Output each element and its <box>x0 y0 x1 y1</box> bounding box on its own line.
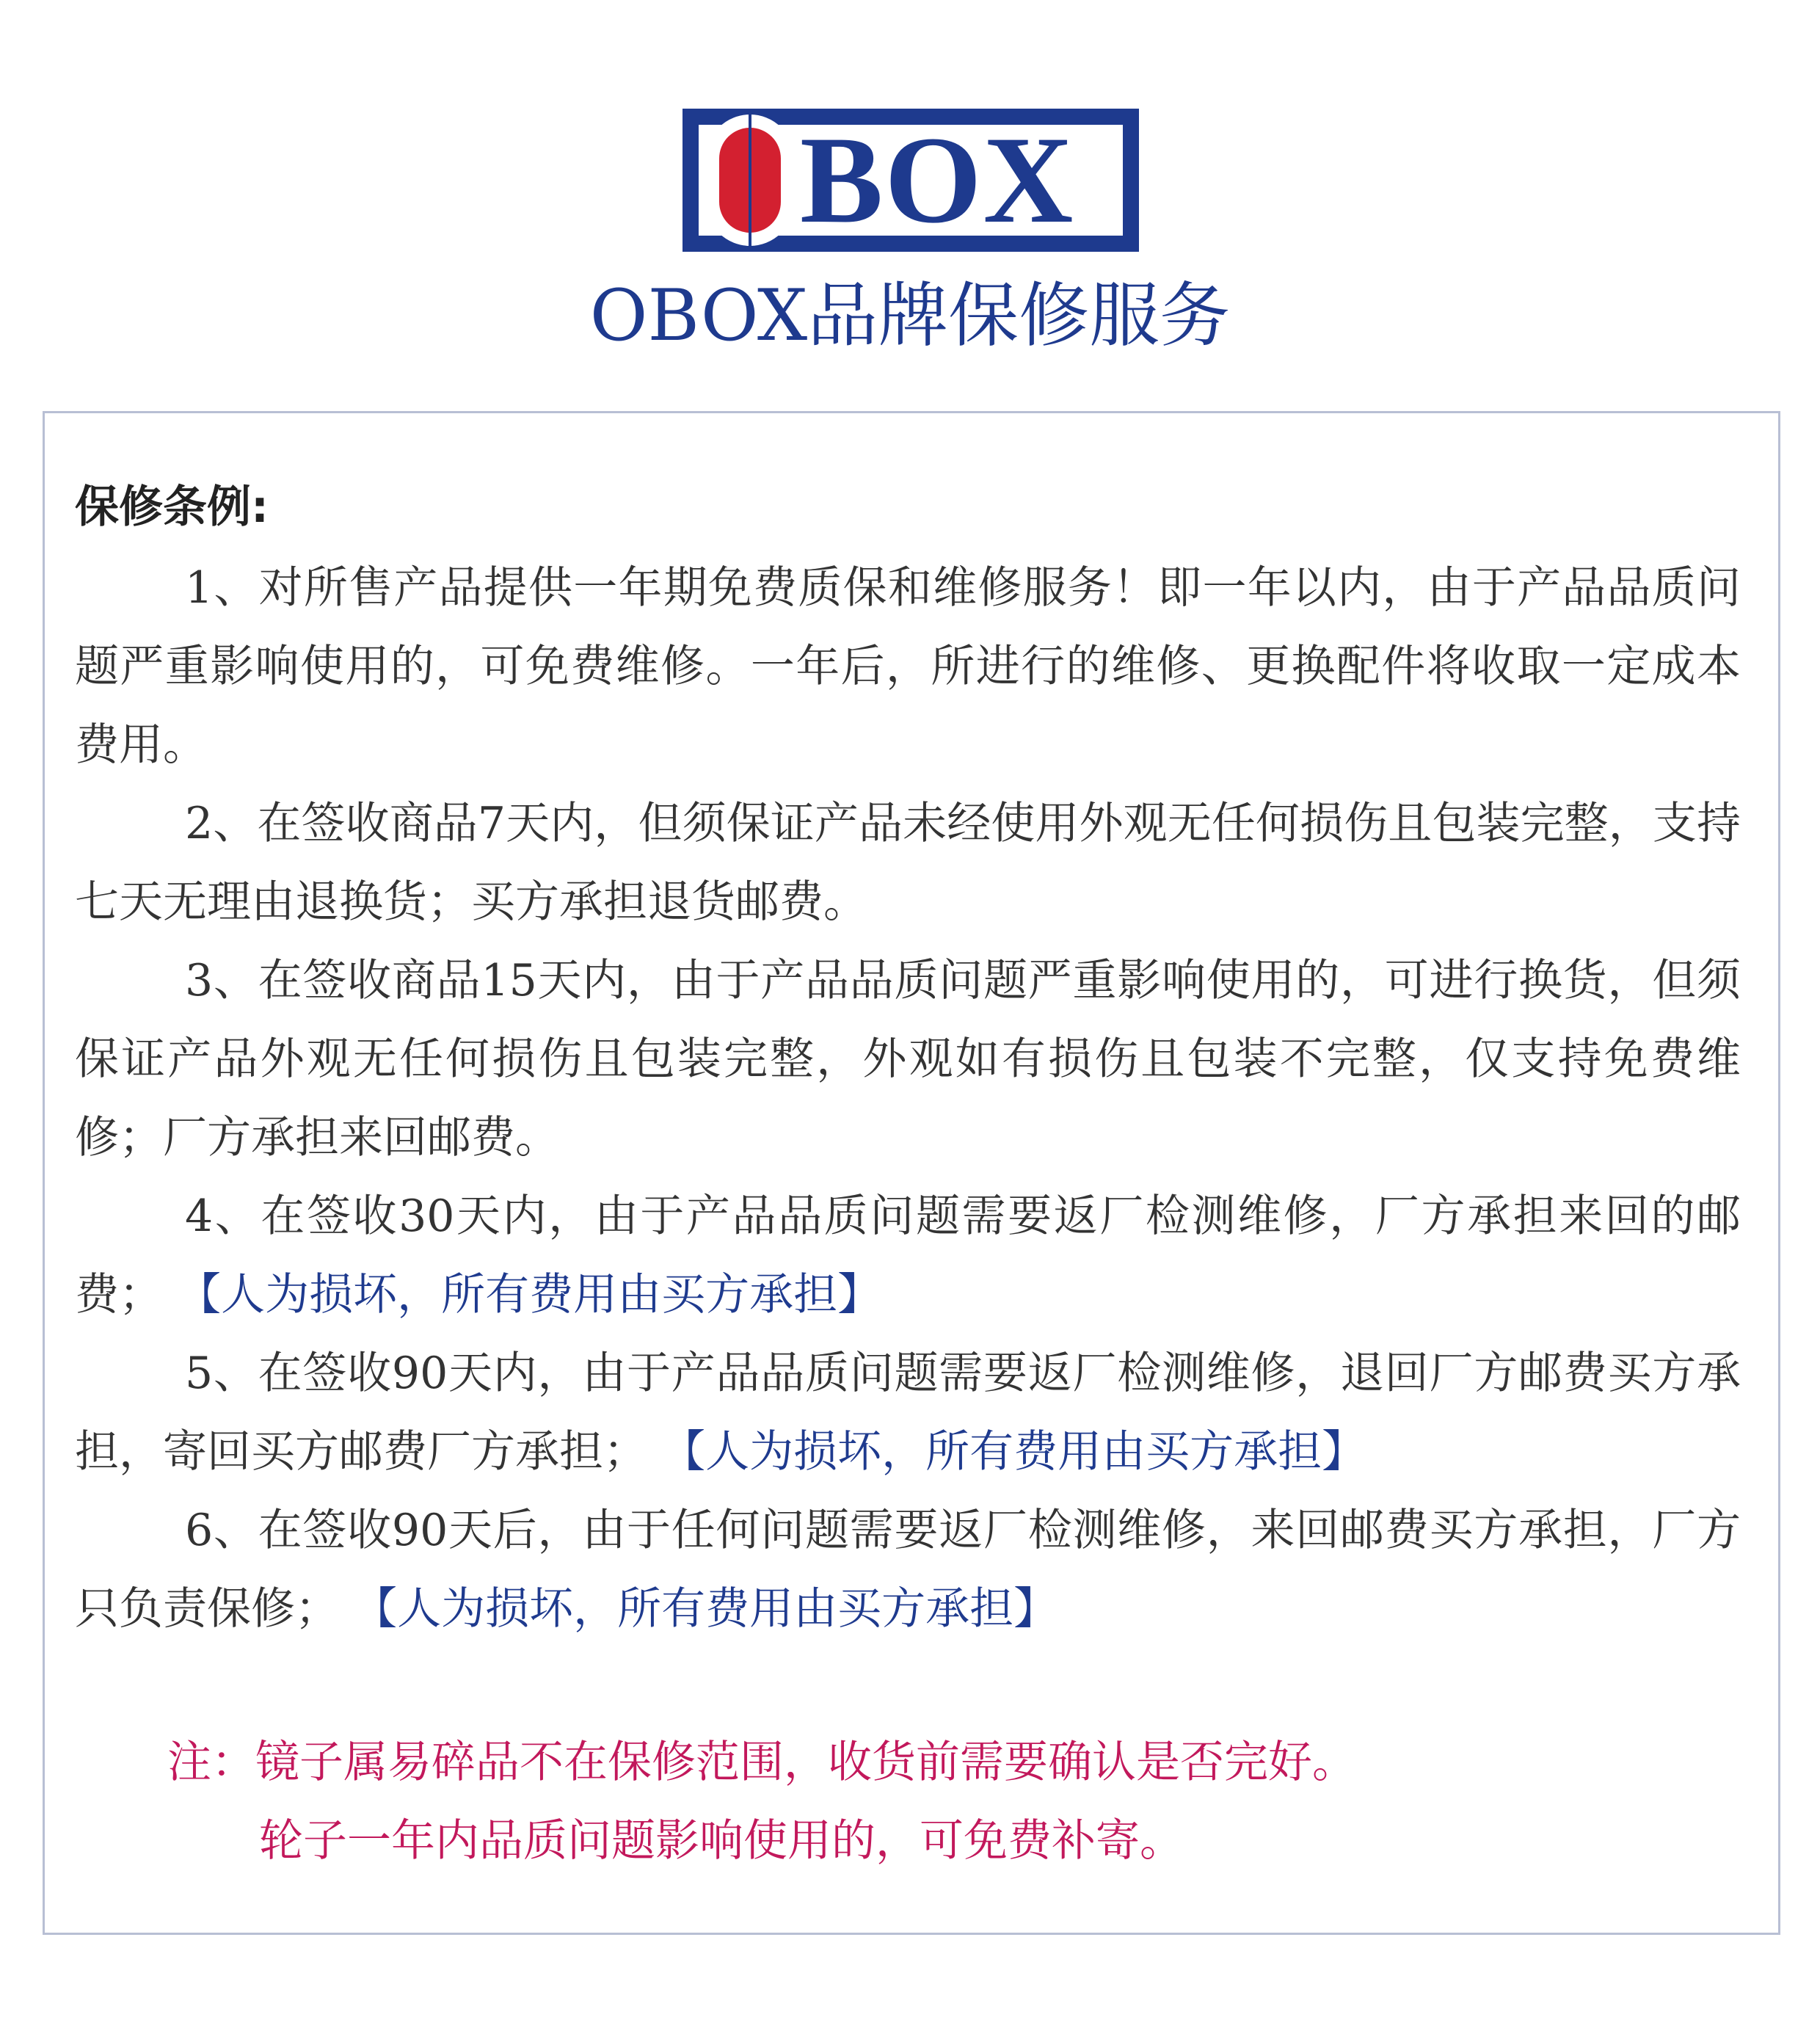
clause-damage-note: 【人为损坏，所有费用由买方承担】 <box>661 1426 1366 1478</box>
warranty-heading: 保修条例: <box>75 482 269 533</box>
clause-damage-note: 【人为损坏，所有费用由买方承担】 <box>177 1269 882 1320</box>
clause-5 <box>75 1334 1741 1492</box>
clause-6 <box>75 1492 1741 1649</box>
clause-text: 5、在签收90天内，由于产品品质问题需要返厂检测维修，退回厂方邮费买方承担，寄回买方邮费厂方承担； <box>75 1348 1741 1478</box>
clause-2 <box>75 785 1741 942</box>
obox-logo <box>682 109 1139 252</box>
logo-letters: BOX <box>800 111 1075 249</box>
note-mirror: 注：镜子属易碎品不在保修范围，收货前需要确认是否完好。 <box>167 1737 1356 1788</box>
clause-3 <box>75 942 1741 1177</box>
page-title: OBOX品牌保修服务 <box>589 275 1231 357</box>
clause-list <box>75 549 1741 1649</box>
note-wheels: 轮子一年内品质问题影响使用的，可免费补寄。 <box>259 1815 1184 1867</box>
clause-text: 4、在签收30天内，由于产品品质问题需要返厂检测维修，厂方承担来回的邮费； <box>75 1191 1741 1320</box>
notes <box>167 1723 1356 1881</box>
logo-o-emblem-icon <box>706 115 794 246</box>
clause-1 <box>75 549 1741 785</box>
clause-text: 1、对所售产品提供一年期免费质保和维修服务！即一年以内，由于产品品质问题严重影响使用的，可免费维修。一年后，所进行的维修、更换配件将收取一定成本费用。 <box>75 562 1741 771</box>
clause-text: 3、在签收商品15天内，由于产品品质问题严重影响使用的，可进行换货，但须保证产品外观无任何损伤且包装完整，外观如有损伤且包装不完整，仅支持免费维修；厂方承担来回邮费。 <box>75 955 1741 1163</box>
clause-text: 6、在签收90天后，由于任何问题需要返厂检测维修，来回邮费买方承担，厂方只负责保修； <box>75 1505 1741 1635</box>
clause-4 <box>75 1177 1741 1334</box>
clause-damage-note: 【人为损坏，所有费用由买方承担】 <box>353 1583 1058 1635</box>
clause-text: 2、在签收商品7天内，但须保证产品未经使用外观无任何损伤且包装完整，支持七天无理由退换货；买方承担退货邮费。 <box>75 798 1741 928</box>
